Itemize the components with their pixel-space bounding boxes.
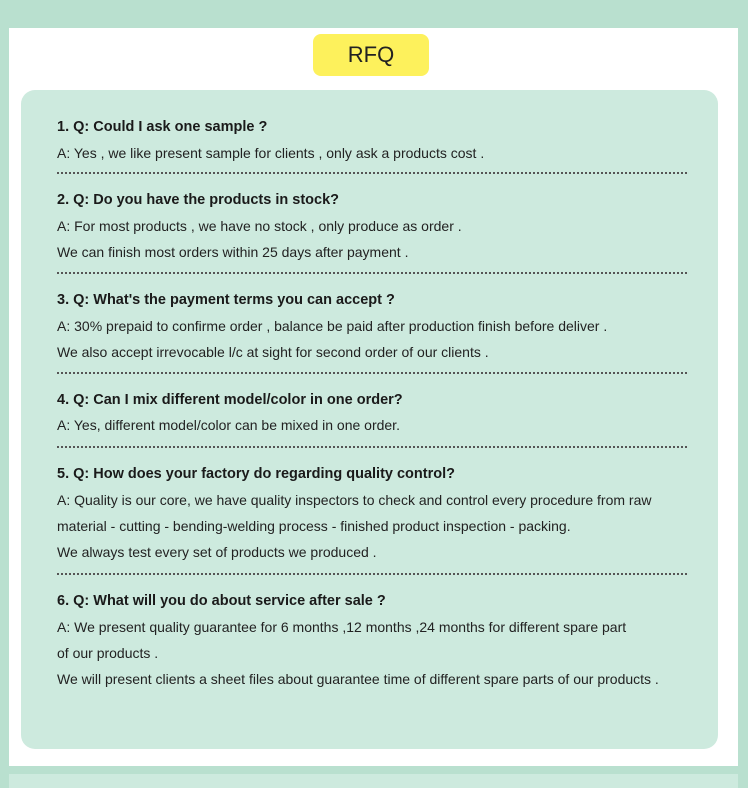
faq-answer-line: A: Quality is our core, we have quality inspectors to check and control every procedure from raw xyxy=(57,492,652,508)
faq-question: 6. Q: What will you do about service after sale ? xyxy=(57,593,386,609)
faq-question: 5. Q: How does your factory do regarding quality control? xyxy=(57,466,455,482)
faq-answer-line: We always test every set of products we produced . xyxy=(57,544,377,560)
rfq-sheet xyxy=(9,28,738,766)
faq-answer-line: material - cutting - bending-welding process - finished product inspection - packing. xyxy=(57,518,571,534)
faq-answer-line: A: We present quality guarantee for 6 months ,12 months ,24 months for different spare part xyxy=(57,619,627,635)
faq-list xyxy=(57,118,687,692)
faq-item-1 xyxy=(57,118,687,174)
faq-item-3 xyxy=(57,291,687,374)
faq-answer-line: We will present clients a sheet files about guarantee time of different spare parts of our products . xyxy=(57,671,659,687)
faq-answer-line: A: Yes , we like present sample for clients , only ask a products cost . xyxy=(57,145,485,161)
faq-item-6 xyxy=(57,592,687,692)
faq-question: 3. Q: What's the payment terms you can accept ? xyxy=(57,292,395,308)
faq-item-4 xyxy=(57,391,687,448)
rfq-title-badge: RFQ xyxy=(313,34,429,76)
faq-question: 2. Q: Do you have the products in stock? xyxy=(57,192,339,208)
faq-question: 4. Q: Can I mix different model/color in one order? xyxy=(57,392,403,408)
faq-item-2 xyxy=(57,191,687,274)
faq-answer-line: We can finish most orders within 25 days after payment . xyxy=(57,244,409,260)
faq-question: 1. Q: Could I ask one sample ? xyxy=(57,119,268,135)
faq-panel xyxy=(21,90,718,749)
next-section-strip xyxy=(9,774,738,788)
faq-answer-line: of our products . xyxy=(57,645,159,661)
faq-item-5 xyxy=(57,465,687,575)
faq-answer-line: A: Yes, different model/color can be mixed in one order. xyxy=(57,417,400,433)
faq-answer-line: A: For most products , we have no stock , only produce as order . xyxy=(57,218,462,234)
faq-answer-line: We also accept irrevocable l/c at sight for second order of our clients . xyxy=(57,344,489,360)
faq-answer-line: A: 30% prepaid to confirme order , balance be paid after production finish before deliver . xyxy=(57,318,608,334)
